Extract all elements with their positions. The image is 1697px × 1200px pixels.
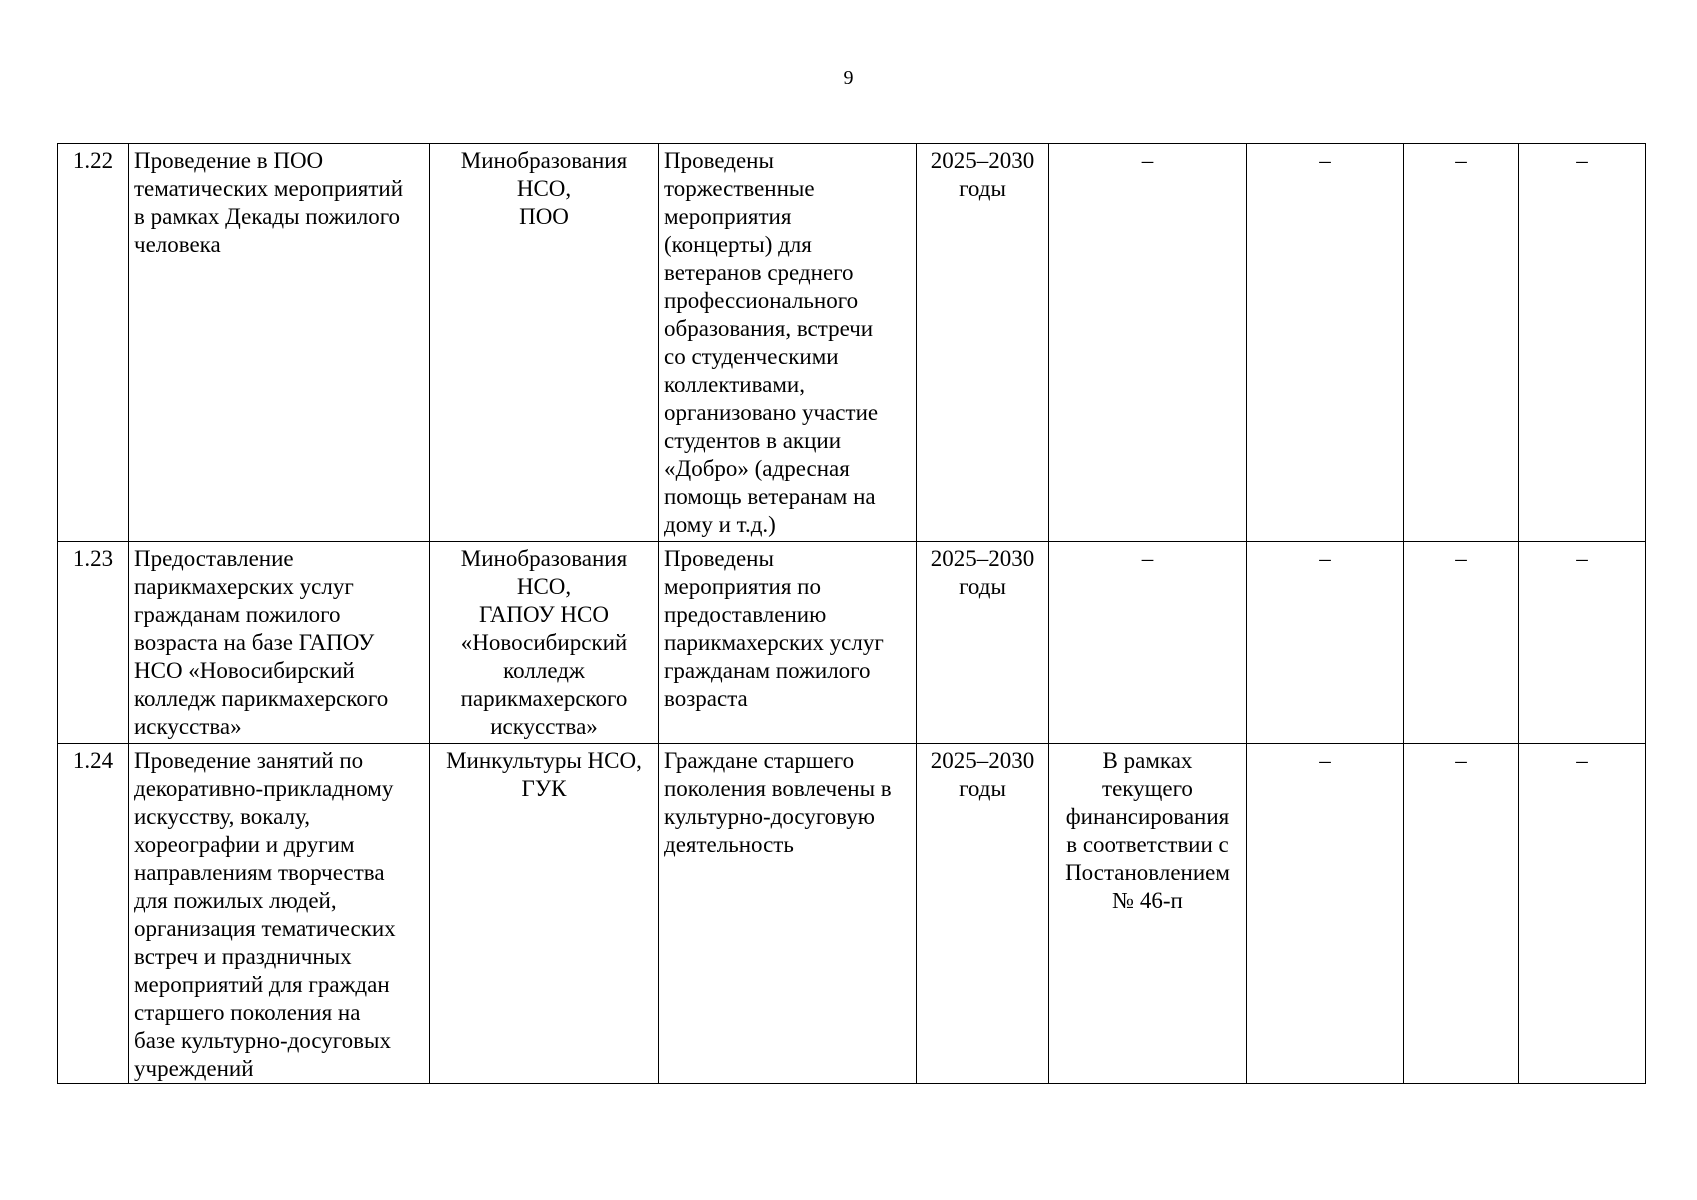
- executor: Минобразования НСО, ПОО: [430, 144, 659, 542]
- event-description: Проведение занятий по декоративно-прикладному искусству, вокалу, хореографии и другим направлениям творчества для пожилых людей, организация тематических встреч и праздничных мероприятий для граждан старшего поколения на базе культурно-досуговых учреждений: [129, 744, 430, 1084]
- event-description: Проведение в ПОО тематических мероприятий в рамках Декады пожилого человека: [129, 144, 430, 542]
- column-7: –: [1247, 144, 1404, 542]
- row-number: 1.23: [58, 542, 129, 744]
- column-9: –: [1519, 744, 1646, 1084]
- column-7: –: [1247, 542, 1404, 744]
- column-8: –: [1404, 542, 1519, 744]
- period: 2025–2030 годы: [917, 744, 1049, 1084]
- expected-result: Граждане старшего поколения вовлечены в культурно-досуговую деятельность: [659, 744, 917, 1084]
- column-8: –: [1404, 144, 1519, 542]
- expected-result: Проведены мероприятия по предоставлению парикмахерских услуг гражданам пожилого возраста: [659, 542, 917, 744]
- period: 2025–2030 годы: [917, 144, 1049, 542]
- page-number: 9: [843, 67, 854, 89]
- period: 2025–2030 годы: [917, 542, 1049, 744]
- column-9: –: [1519, 144, 1646, 542]
- column-7: –: [1247, 744, 1404, 1084]
- expected-result: Проведены торжественные мероприятия (концерты) для ветеранов среднего профессионального образования, встречи со студенческими коллективами, организовано участие студентов в акции «Добро» (адресная помощь ветеранам на дому и т.д.): [659, 144, 917, 542]
- executor: Минобразования НСО, ГАПОУ НСО «Новосибирский колледж парикмахерского искусства»: [430, 542, 659, 744]
- column-9: –: [1519, 542, 1646, 744]
- table-row: [58, 144, 1646, 542]
- financing: –: [1049, 542, 1247, 744]
- row-number: 1.22: [58, 144, 129, 542]
- activities-table: [57, 143, 1646, 1084]
- column-8: –: [1404, 744, 1519, 1084]
- financing: В рамках текущего финансирования в соответствии с Постановлением № 46-п: [1049, 744, 1247, 1084]
- row-number: 1.24: [58, 744, 129, 1084]
- executor: Минкультуры НСО, ГУК: [430, 744, 659, 1084]
- financing: –: [1049, 144, 1247, 542]
- table-row: [58, 744, 1646, 1084]
- event-description: Предоставление парикмахерских услуг гражданам пожилого возраста на базе ГАПОУ НСО «Новосибирский колледж парикмахерского искусства»: [129, 542, 430, 744]
- table-row: [58, 542, 1646, 744]
